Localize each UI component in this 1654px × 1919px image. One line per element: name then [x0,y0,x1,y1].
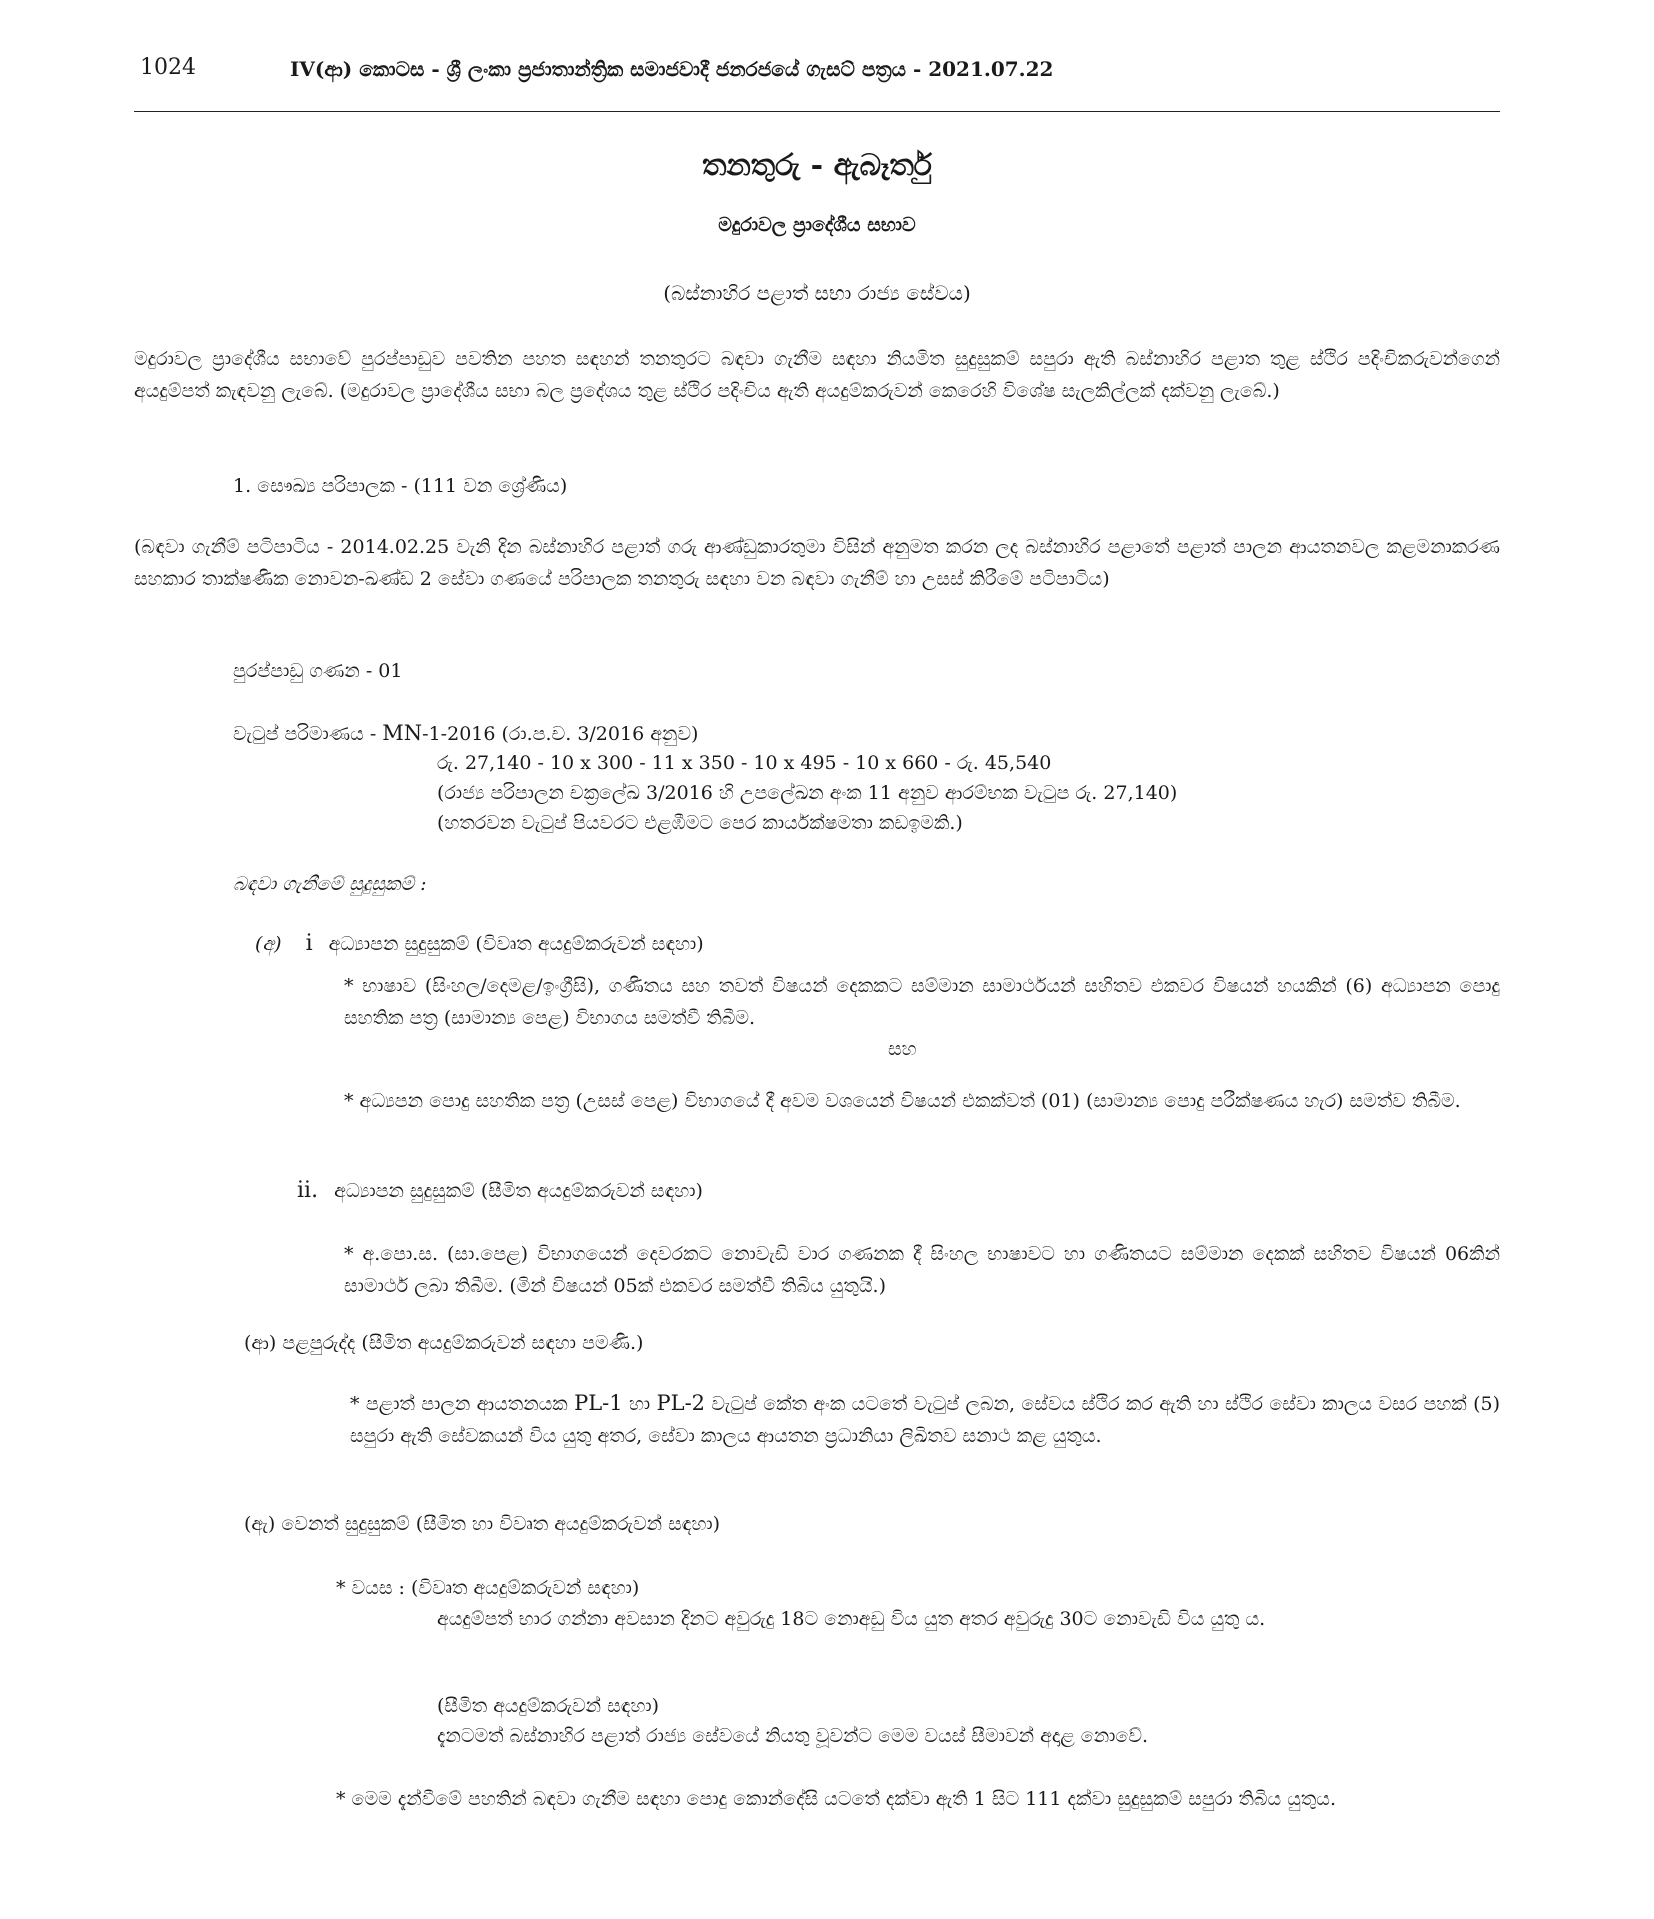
salary-steps: රු. 27,140 - 10 x 300 - 11 x 350 - 10 x 495 - 10 x 660 - රු. 45,540 [437,752,1052,774]
post-title: 1. සෞඛ්‍ය පරිපාලක - (111 වන ශ්‍රේණිය) [233,475,568,497]
edu-open-item-al: * අධ්‍යපන පොදු සහතික පත්‍ර (උසස් පෙළ) විභාගයේ දී අවම වශයෙන් විෂයන් එකක්වත් (01) (සාමාන්‍ය පොදු පරීක්ෂණය හැර) සමත්ව තිබීම. [344,1090,1461,1112]
recruitment-procedure: (බඳවා ගැනීම් පටිපාටිය - 2014.02.25 වැනි දින බස්නාහිර පළාත් ගරු ආණ්ඩුකාරතුමා විසින් අනුමත කරන ලද බස්නාහිර පළාතේ පළාත් පාලන ආයතනවල කළමනාකරණ සහකාර තාක්ෂණික නොවන-ඛණ්ඩ 2 සේවා ගණයේ පරිපාලක තනතුරු සඳහා වන බඳවා ගැනීම් හා උසස් කිරීමේ පටිපාටිය) [134,536,1500,590]
pay-code-pl2: PL-2 [656,1391,706,1415]
pay-code-pl1: PL-1 [574,1391,623,1415]
experience-text-b: හා [622,1393,657,1415]
running-head: IV(ආ) කොටස - ශ්‍රී ලංකා ප්‍රජාතාන්ත්‍රික සමාජවාදී ජනරජයේ ගැසට් පත්‍රය - 2021.07.22 [290,57,1054,81]
experience-text-c: වැටුප් කේත අංක යටතේ වැටුප් ලබන, සේවය ස්ථිර කර ඇති හා ස්ථිර සේවා කාලය වසර පහක් (5) සපුරා ඇති සේවකයන් විය යුතු අතර, සේවා කාලය ආයතන ප්‍රධානියා ලිඛිතව සනාථ කළ යුතුය. [350,1393,1500,1447]
edu-open-heading: අධ්‍යාපන සුදුසුකම් (විවෘත අයදුම්කරුවන් සඳහා) [328,933,704,955]
edu-limited-item: * අ.පො.ස. (සා.පෙළ) විභාගයෙන් දෙවරකට නොවැඩි වාර ගණනක දී සිංහල භාෂාවට හා ගණිතයට සම්මාන දෙකක් සහිතව විෂයන් 06කින් සාමාර්ථ ලබා තිබීම. (මින් විෂයන් 05ක් එකවර සමත්වී තිබිය යුතුයි.) [344,1243,1500,1297]
section-title: තනතුරු - ඇබෑර්තු [702,148,932,183]
age-limited-text: දැනටමත් බස්නාහිර පළාත් රාජ්‍ය සේවයේ නියතු වූවන්ට මෙම වයස් සීමාවන් අදාළ නොවේ. [437,1725,1149,1747]
clause-marker-a: (අ) [255,933,282,955]
salary-scale-line [233,717,698,750]
qualifications-heading: බඳවා ගැනීමේ සුදුසුකම් : [233,873,427,895]
age-limited-label: (සීමිත අයදුම්කරුවන් සඳහා) [437,1695,660,1717]
experience-text-a: * පළාත් පාලන ආයතනයක [350,1393,575,1415]
salary-scale: -1-2016 (රා.ප.ච. 3/2016 අනුව) [422,723,699,745]
edu-open-item-ol: * භාෂාව (සිංහල/දෙමළ/ඉංග්‍රීසි), ගණිතය සහ තවත් විෂයන් දෙකකට සම්මාන සාමාර්ථයන් සහිතව එකවර විෂයන් හයකින් (6) අධ්‍යාපන පොදු සහතික පත්‍ර (සාමාන්‍ය පෙළ) විභාගය සමත්වී තිබීම. [344,975,1500,1029]
age-open-text: අයදුම්පත් භාර ගන්නා අවසාන දිනට අවුරුදු 18ට නොඅඩු විය යුත අතර අවුරුදු 30ට නොවැඩි විය යුතු ය. [437,1608,1266,1630]
general-conditions-note: * මෙම දැන්වීමේ පහතින් බඳවා ගැනීම සඳහා පොදු කොන්දේසි යටතේ දක්වා ඇති 1 සිට 111 දක්වා සුදුසුකම් සපුරා තිබිය යුතුය. [336,1788,1336,1810]
edu-limited-heading-line [297,1175,703,1207]
salary-initial-note: (රාජ්‍ය පරිපාලන චක්‍රලේඛ 3/2016 හි උපලේඛන අංක 11 අනුව ආරම්භක වැටුප රු. 27,140) [437,782,1178,804]
salary-label: වැටුප් පරිමාණය - [233,723,383,745]
roman-numeral-i: i [305,931,313,956]
efficiency-bar-note: (හතරවන වැටුප් පියවරට එළඹීමට පෙර කාර්යක්ෂමතා කඩඉමකි.) [437,812,963,834]
roman-numeral-ii: ii. [297,1178,319,1203]
service-name: (බස්නාහිර පළාත් සභා රාජ්‍ය සේවය) [663,281,971,305]
conjunction-and: සහ [888,1038,917,1060]
edu-limited-heading: අධ්‍යාපන සුදුසුකම් (සීමිත අයදුම්කරුවන් සඳහා) [334,1180,703,1202]
page-number: 1024 [140,55,196,80]
intro-paragraph: මදුරාවල ප්‍රාදේශීය සභාවේ පුරප්පාඩුව පවතින පහත සඳහන් තනතුරට බඳවා ගැනීම සඳහා නියමිත සුදුසුකම් සපුරා ඇති බස්නාහිර පළාත තුළ ස්ථිර පදිංචිකරුවන්ගෙන් අයදුම්පත් කැඳවනු ලැබේ. (මදුරාවල ප්‍රාදේශීය සභා බල ප්‍රදේශය තුළ ස්ථිර පදිංචිය ඇති අයදුම්කරුවන් කෙරෙහි විශේෂ සැලකිල්ලක් දක්වනු ලැබේ.) [134,348,1500,402]
council-name: මදුරාවල ප්‍රාදේශීය සභාව [718,214,916,236]
salary-code: MN [382,721,423,745]
experience-item [350,1387,1500,1452]
vacancy-count: පුරප්පාඩු ගණන - 01 [233,660,403,682]
age-label: * වයස : (විවෘත අයදුම්කරුවන් සඳහා) [336,1577,640,1599]
other-qualifications-heading: (ඇ) වෙනත් සුදුසුකම් (සීමිත හා විවෘත අයදුම්කරුවන් සඳහා) [244,1513,721,1535]
edu-open-heading-line [255,928,704,960]
header-rule [134,111,1500,112]
experience-heading: (ආ) පළපුරුද්ද (සීමිත අයදුම්කරුවන් සඳහා පමණි.) [244,1332,644,1354]
